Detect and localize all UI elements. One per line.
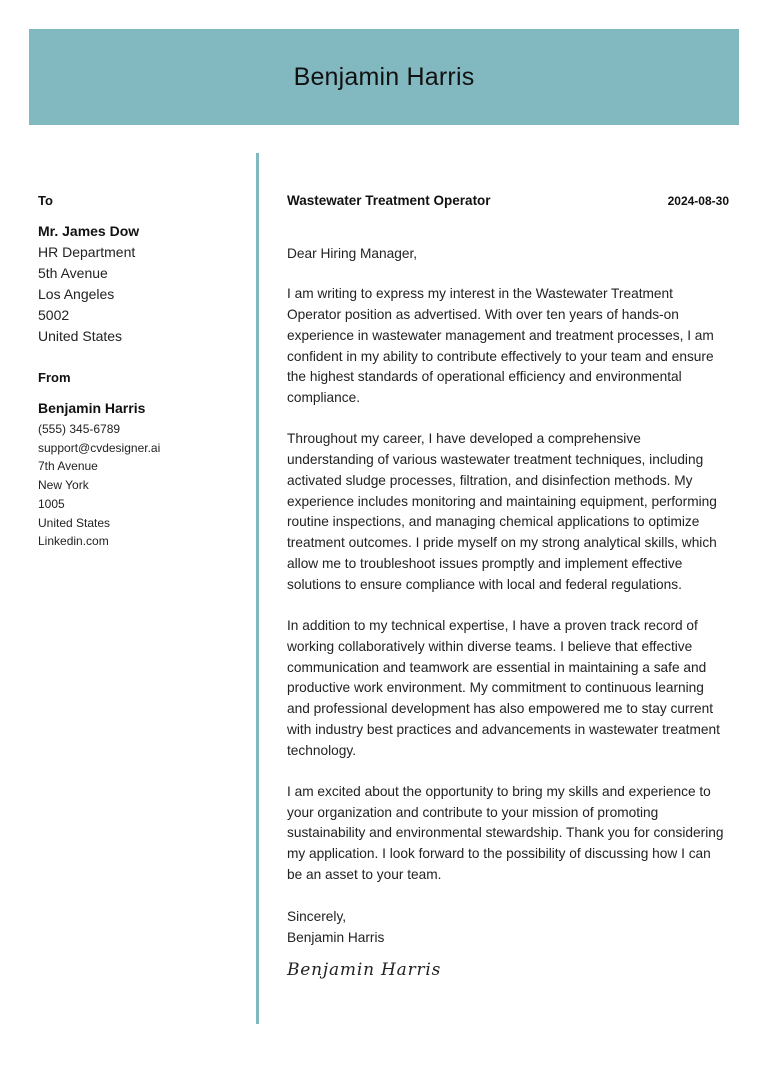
sender-name: Benjamin Harris <box>38 400 146 416</box>
letter-body <box>287 193 729 980</box>
sender-linkedin: Linkedin.com <box>38 534 109 549</box>
job-title: Wastewater Treatment Operator <box>287 193 491 208</box>
sender-country: United States <box>38 515 111 530</box>
header-banner <box>29 29 739 125</box>
paragraph-intro: I am writing to express my interest in the Wastewater Treatment Operator position as advertised. With over ten years of hands-on experience in wastewater management and treatment processes, I am confident in my ability to contribute effectively to your team and ensure the highest standards of operational efficiency and environmental compliance. <box>287 286 714 406</box>
recipient-city: Los Angeles <box>38 286 115 302</box>
paragraph-teamwork: In addition to my technical expertise, I have a proven track record of working collaboratively within diverse teams. I believe that effective communication and teamwork are essential in maintaining a safe and productive work environment. My commitment to continuous learning and professional development has also empowered me to stay current with industry best practices and advancements in wastewater treatment technology. <box>287 617 720 758</box>
sender-postal-code: 1005 <box>38 496 65 511</box>
recipient-department: HR Department <box>38 244 136 260</box>
column-divider <box>256 153 259 1024</box>
sender-email: support@cvdesigner.ai <box>38 440 161 455</box>
closing-block <box>287 906 729 948</box>
handwritten-signature: Benjamin Harris <box>287 959 442 980</box>
recipient-postal-code: 5002 <box>38 307 70 323</box>
contact-column <box>38 193 243 551</box>
recipient-heading: To <box>38 193 53 208</box>
sender-city: New York <box>38 478 89 493</box>
recipient-country: United States <box>38 328 123 344</box>
sender-heading: From <box>38 370 71 385</box>
sender-street: 7th Avenue <box>38 459 98 474</box>
closing-salutation: Sincerely, <box>287 908 347 924</box>
letter-date: 2024-08-30 <box>667 194 729 208</box>
letter-topline <box>287 193 729 208</box>
paragraph-experience: Throughout my career, I have developed a comprehensive understanding of various wastewater treatment techniques, including activated sludge processes, filtration, and disinfection methods. My experience includes monitoring and maintaining equipment, performing routine inspections, and managing chemical applications to optimize treatment outcomes. I pride myself on my strong analytical skills, which allow me to troubleshoot issues promptly and implement effective solutions to ensure compliance with local and federal regulations. <box>287 431 717 592</box>
recipient-street: 5th Avenue <box>38 265 108 281</box>
paragraph-closing: I am excited about the opportunity to bring my skills and experience to your organization and contribute to your mission of promoting sustainability and environmental stewardship. Thank you for considering my application. I look forward to the possibility of discussing how I can be an asset to your team. <box>287 783 724 883</box>
sender-phone: (555) 345-6789 <box>38 422 121 436</box>
recipient-name: Mr. James Dow <box>38 223 140 239</box>
applicant-name: Benjamin Harris <box>293 62 475 91</box>
greeting: Dear Hiring Manager, <box>287 246 418 261</box>
closing-name: Benjamin Harris <box>287 929 385 945</box>
